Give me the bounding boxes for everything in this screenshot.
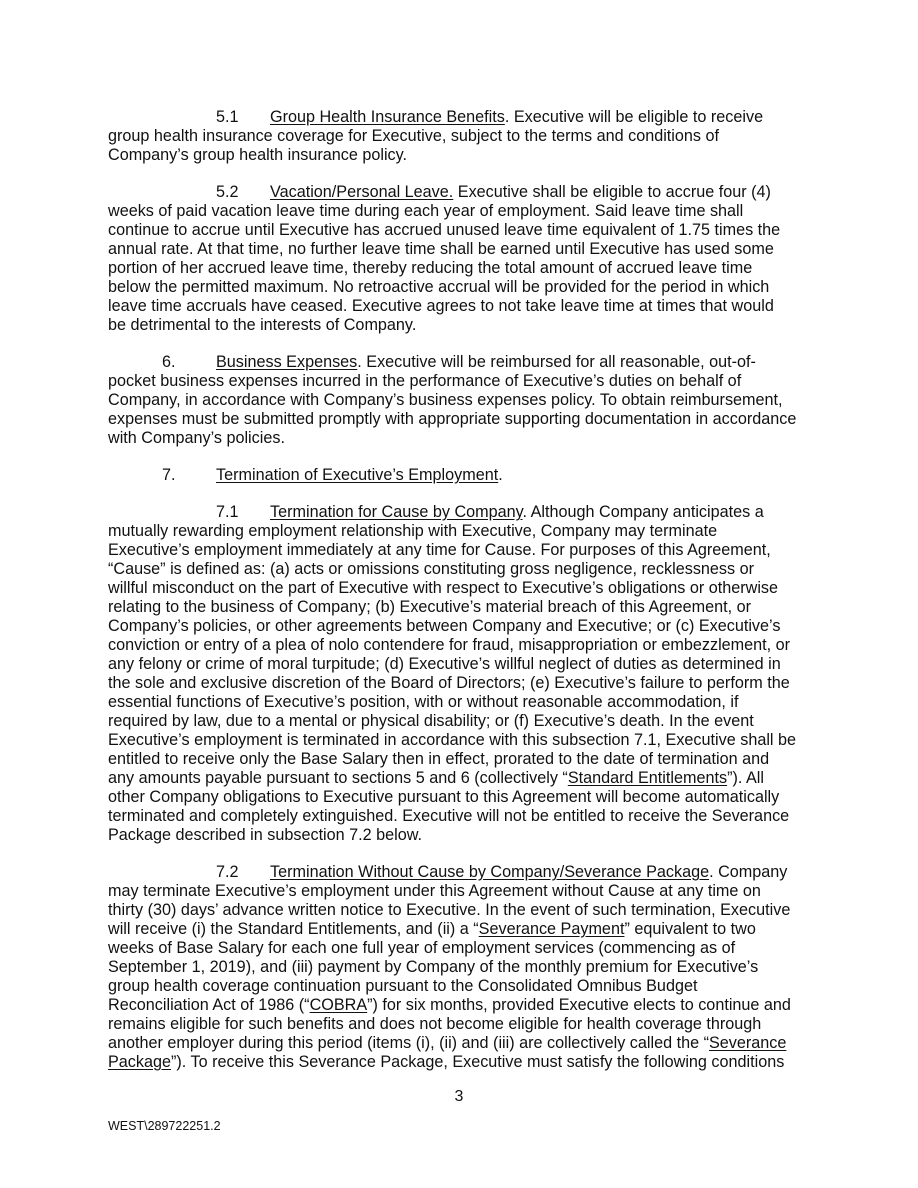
text-line: Executive’s employment is terminated in accordance with this subsection 7.1, Executive shall be bbox=[108, 731, 797, 749]
section-heading: Vacation/Personal Leave. bbox=[270, 183, 454, 201]
page-number: 3 bbox=[454, 1088, 464, 1105]
text-line: relating to the business of Company; (b) Executive’s material breach of this Agreement, or bbox=[108, 598, 752, 616]
section-5-1-first-line bbox=[108, 108, 816, 127]
section-heading: Group Health Insurance Benefits bbox=[270, 108, 505, 126]
text-line: Package described in subsection 7.2 below. bbox=[108, 826, 423, 844]
defined-term: COBRA bbox=[309, 996, 368, 1014]
section-6-first-line bbox=[108, 353, 816, 372]
last-line bbox=[108, 1053, 816, 1072]
text-line: required by law, due to a mental or physical disability; or (f) Executive’s death. In the event bbox=[108, 712, 754, 730]
defined-term: Severance Payment bbox=[478, 920, 625, 938]
defined-term: Severance bbox=[708, 1034, 787, 1052]
section-heading: Termination for Cause by Company bbox=[270, 503, 523, 521]
text-line: may terminate Executive’s employment under this Agreement without Cause at any time on bbox=[108, 882, 761, 900]
text-line: with Company’s policies. bbox=[108, 429, 285, 447]
text-line: “Cause” is defined as: (a) acts or omissions constituting gross negligence, recklessness or bbox=[108, 560, 754, 578]
text-line: Executive’s employment immediately at any time for Cause. For purposes of this Agreement, bbox=[108, 541, 771, 559]
text-line: group health coverage continuation pursuant to the Consolidated Omnibus Budget bbox=[108, 977, 698, 995]
text-line: remains eligible for such benefits and does not become eligible for health coverage through bbox=[108, 1015, 762, 1033]
section-text: . Executive will be reimbursed for all reasonable, out-of- bbox=[357, 353, 756, 371]
section-heading: Business Expenses bbox=[216, 353, 358, 371]
text-line: Company’s group health insurance policy. bbox=[108, 146, 408, 164]
text-line: mutually rewarding employment relationship with Executive, Company may terminate bbox=[108, 522, 718, 540]
severance-package-line bbox=[108, 1034, 816, 1053]
section-7-2 bbox=[108, 863, 816, 1072]
section-number: 7.2 bbox=[216, 863, 239, 881]
section-number: 5.2 bbox=[216, 183, 239, 201]
section-5-2 bbox=[108, 183, 816, 335]
section-heading: Termination Without Cause by Company/Severance Package bbox=[270, 863, 710, 881]
text-line: annual rate. At that time, no further leave time shall be earned until Executive has used some bbox=[108, 240, 774, 258]
standard-entitlements-line bbox=[108, 769, 816, 788]
section-number: 5.1 bbox=[216, 108, 239, 126]
text-line: expenses must be submitted promptly with appropriate supporting documentation in accordance bbox=[108, 410, 797, 428]
document-id: WEST\289722251.2 bbox=[108, 1119, 221, 1133]
text-line: willful misconduct on the part of Executive with respect to Executive’s obligations or otherwise bbox=[108, 579, 779, 597]
text-line: portion of her accrued leave time, thereby reducing the total amount of accrued leave time bbox=[108, 259, 753, 277]
text-run: ”). All bbox=[727, 769, 764, 787]
text-line: thirty (30) days’ advance written notice to Executive. In the event of such termination, Executive bbox=[108, 901, 791, 919]
text-line: other Company obligations to Executive pursuant to this Agreement will become automatically bbox=[108, 788, 780, 806]
text-line: entitled to receive only the Base Salary then in effect, prorated to the date of termination and bbox=[108, 750, 770, 768]
text-run: any amounts payable pursuant to sections 5 and 6 (collectively “ bbox=[108, 769, 568, 787]
text-line: pocket business expenses incurred in the performance of Executive’s duties on behalf of bbox=[108, 372, 742, 390]
text-line: be detrimental to the interests of Company. bbox=[108, 316, 417, 334]
cobra-line bbox=[108, 996, 816, 1015]
text-line: group health insurance coverage for Executive, subject to the terms and conditions of bbox=[108, 127, 719, 145]
section-number: 7.1 bbox=[216, 503, 239, 521]
section-text: . Executive will be eligible to receive bbox=[504, 108, 764, 126]
section-7-heading-line bbox=[108, 466, 816, 485]
text-run: another employer during this period (items (i), (ii) and (iii) are collectively called the “ bbox=[108, 1034, 709, 1052]
section-7-2-first-line bbox=[108, 863, 816, 882]
section-6 bbox=[108, 353, 816, 448]
section-7-1-first-line bbox=[108, 503, 816, 522]
section-7 bbox=[108, 466, 816, 485]
text-run: ” equivalent to two bbox=[624, 920, 756, 938]
defined-term: Standard Entitlements bbox=[567, 769, 728, 787]
text-line: Company, in accordance with Company’s business expenses policy. To obtain reimbursement, bbox=[108, 391, 783, 409]
text-run: will receive (i) the Standard Entitlements, and (ii) a “ bbox=[108, 920, 479, 938]
severance-payment-line bbox=[108, 920, 816, 939]
defined-term: Package bbox=[108, 1053, 171, 1071]
text-line: Company’s policies, or other agreements between Company and Executive; or (c) Executive’s bbox=[108, 617, 781, 635]
section-heading-tail: . bbox=[498, 466, 503, 484]
section-text: . Although Company anticipates a bbox=[522, 503, 764, 521]
section-7-1 bbox=[108, 503, 816, 845]
text-line: essential functions of Executive’s position, with or without reasonable accommodation, if bbox=[108, 693, 739, 711]
section-number: 6. bbox=[162, 353, 176, 371]
section-5-1 bbox=[108, 108, 816, 165]
section-text: . Company bbox=[709, 863, 788, 881]
section-heading: Termination of Executive’s Employment bbox=[216, 466, 499, 484]
text-line: weeks of paid vacation leave time during each year of employment. Said leave time shall bbox=[108, 202, 744, 220]
text-line: below the permitted maximum. No retroactive accrual will be provided for the period in which bbox=[108, 278, 770, 296]
text-line: leave time accruals have ceased. Executive agrees to not take leave time at times that would bbox=[108, 297, 774, 315]
section-number: 7. bbox=[162, 466, 176, 484]
section-5-2-first-line bbox=[108, 183, 816, 202]
text-run: Reconciliation Act of 1986 (“ bbox=[108, 996, 310, 1014]
text-line: continue to accrue until Executive has accrued unused leave time equivalent of 1.75 times the bbox=[108, 221, 781, 239]
text-line: terminated and completely extinguished. Executive will not be entitled to receive the Severance bbox=[108, 807, 790, 825]
text-run: ”) for six months, provided Executive elects to continue and bbox=[367, 996, 791, 1014]
text-run: ”). To receive this Severance Package, Executive must satisfy the following conditions bbox=[171, 1053, 785, 1071]
section-text: Executive shall be eligible to accrue four (4) bbox=[453, 183, 771, 201]
text-line: September 1, 2019), and (iii) payment by Company of the monthly premium for Executive’s bbox=[108, 958, 759, 976]
text-line: conviction or entry of a plea of nolo contendere for fraud, misappropriation or embezzlement, or bbox=[108, 636, 791, 654]
text-line: the sole and exclusive discretion of the Board of Directors; (e) Executive’s failure to perform the bbox=[108, 674, 790, 692]
text-line: weeks of Base Salary for each one full year of employment services (commencing as of bbox=[108, 939, 736, 957]
text-line: any felony or crime of moral turpitude; (d) Executive’s willful neglect of duties as determined in bbox=[108, 655, 781, 673]
